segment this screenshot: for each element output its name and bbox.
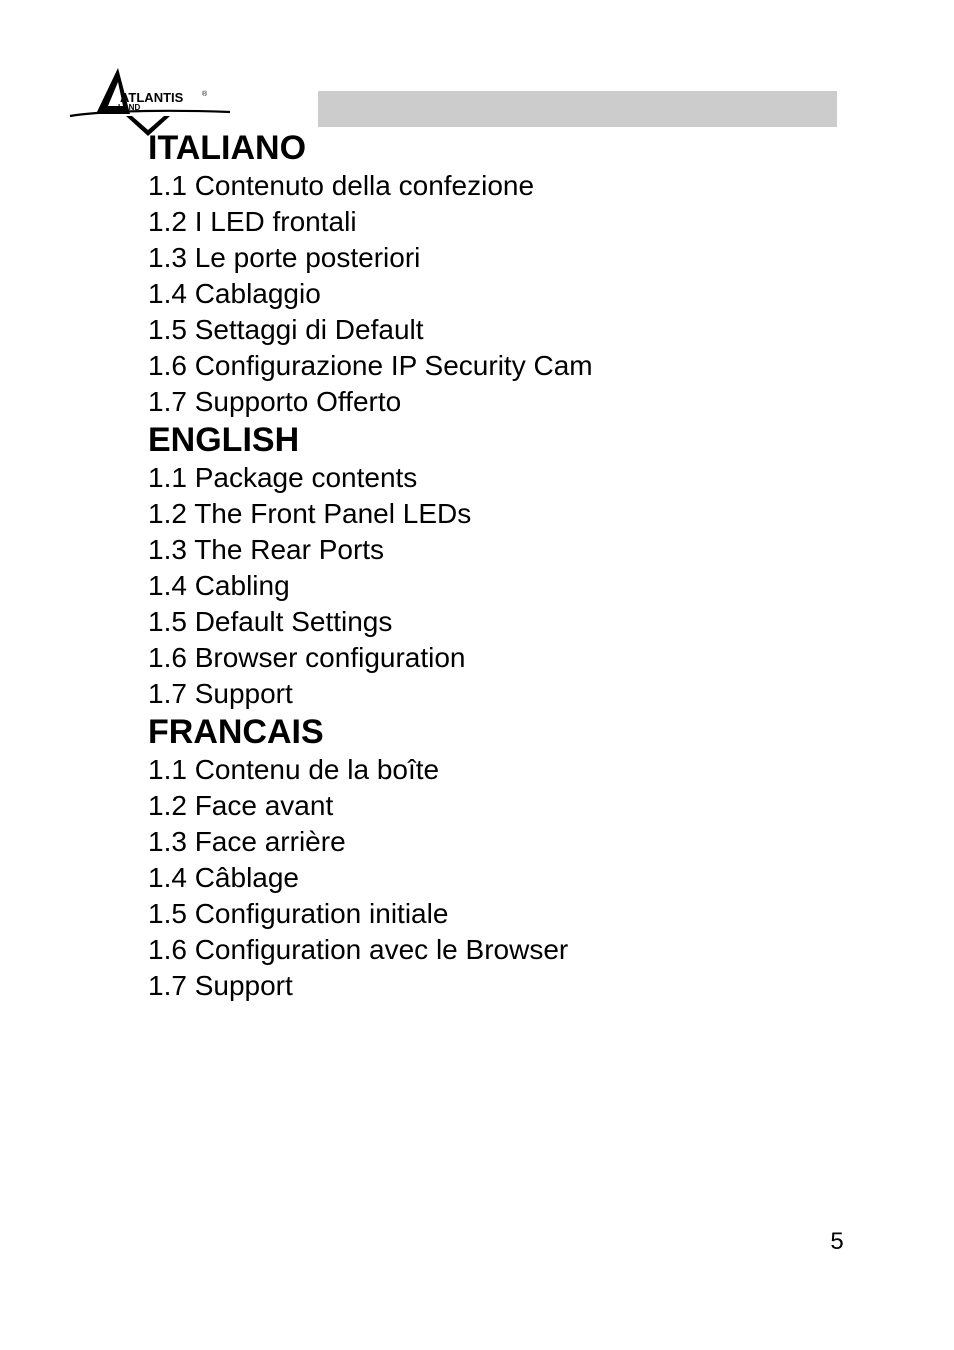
section-francais (148, 712, 848, 1004)
toc-item[interactable]: 1.4 Câblage (148, 862, 300, 893)
toc-item[interactable]: 1.2 Face avant (148, 790, 334, 821)
section-item-list (148, 168, 848, 420)
toc-item[interactable]: 1.2 The Front Panel LEDs (148, 498, 472, 529)
toc-item[interactable]: 1.6 Browser configuration (148, 642, 466, 673)
toc-item[interactable]: 1.7 Supporto Offerto (148, 386, 402, 417)
logo-text: ATLANTIS (120, 90, 184, 105)
toc-item[interactable]: 1.5 Settaggi di Default (148, 314, 424, 345)
section-heading: ENGLISH (148, 421, 300, 459)
toc-item[interactable]: 1.1 Package contents (148, 462, 418, 493)
logo-swoosh-icon (70, 111, 230, 116)
logo-registered-mark: ® (202, 91, 208, 98)
section-item-list (148, 460, 848, 712)
table-of-contents (148, 128, 848, 1004)
toc-item[interactable]: 1.6 Configurazione IP Security Cam (148, 350, 593, 381)
toc-item[interactable]: 1.2 I LED frontali (148, 206, 357, 237)
header-bar (318, 91, 837, 127)
toc-item[interactable]: 1.6 Configuration avec le Browser (148, 934, 569, 965)
section-italiano (148, 128, 848, 420)
page-number: 5 (830, 1228, 844, 1255)
toc-item[interactable]: 1.4 Cablaggio (148, 278, 321, 309)
toc-item[interactable]: 1.1 Contenu de la boîte (148, 754, 440, 785)
toc-item[interactable]: 1.7 Support (148, 678, 293, 709)
section-english (148, 420, 848, 712)
toc-item[interactable]: 1.3 Le porte posteriori (148, 242, 421, 273)
section-item-list (148, 752, 848, 1004)
toc-item[interactable]: 1.7 Support (148, 970, 293, 1001)
toc-item[interactable]: 1.1 Contenuto della confezione (148, 170, 535, 201)
toc-item[interactable]: 1.4 Cabling (148, 570, 290, 601)
section-heading: ITALIANO (148, 129, 307, 167)
logo-subtext: LAND (118, 103, 141, 112)
toc-item[interactable]: 1.3 Face arrière (148, 826, 346, 857)
toc-item[interactable]: 1.5 Default Settings (148, 606, 393, 637)
toc-item[interactable]: 1.5 Configuration initiale (148, 898, 449, 929)
section-heading: FRANCAIS (148, 713, 324, 751)
toc-item[interactable]: 1.3 The Rear Ports (148, 534, 385, 565)
